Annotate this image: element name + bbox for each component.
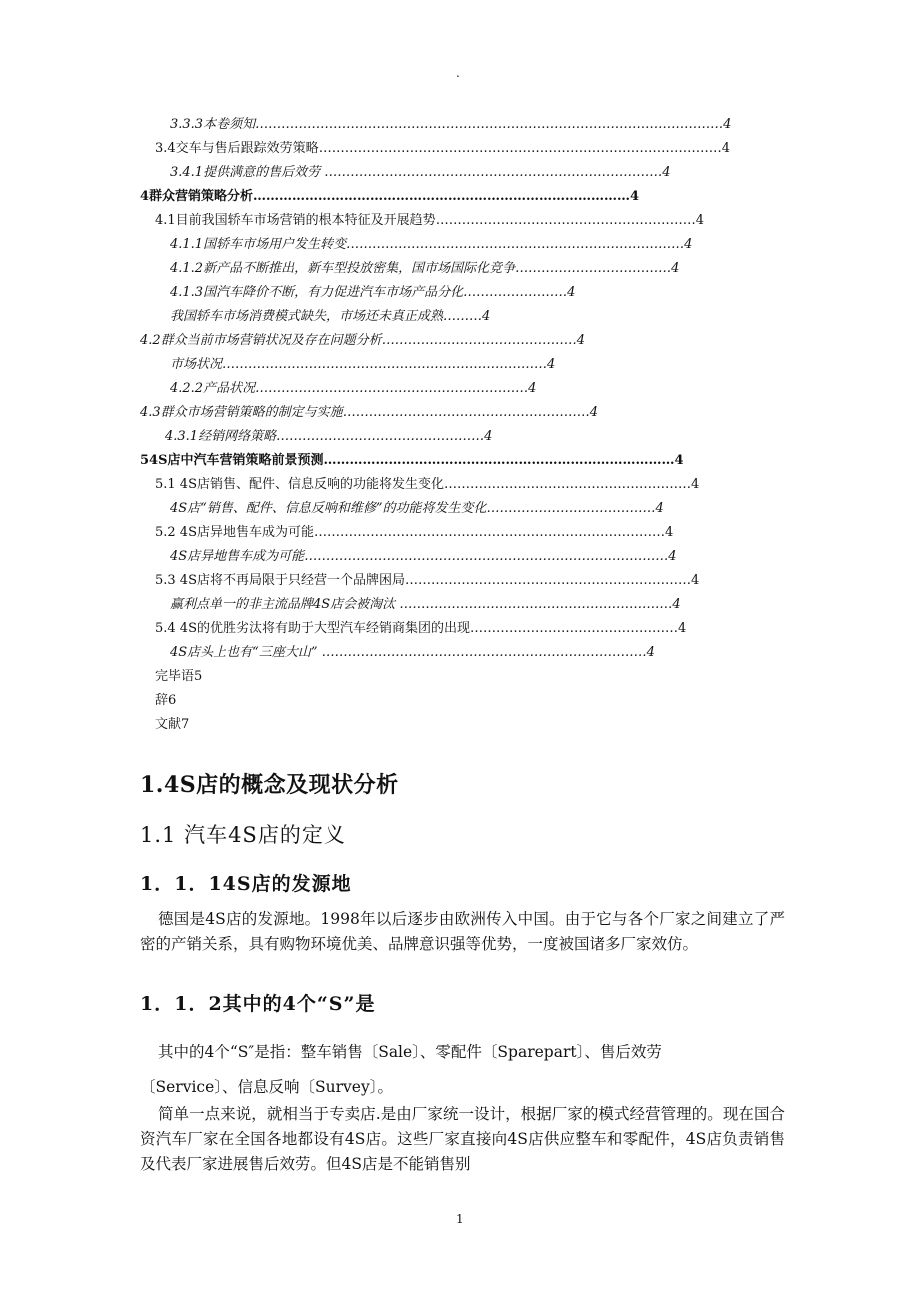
toc-entry[interactable]: 市场状况…………………………………………………………………4	[170, 357, 556, 372]
toc-entry[interactable]: 54S店中汽车营销策略前景预测………………………………………………………………………4	[140, 453, 684, 468]
toc-entry[interactable]: 4.1目前我国轿车市场营销的根本特征及开展趋势……………………………………………………4	[155, 213, 704, 228]
toc-entry[interactable]: 5.1 4S店销售、配件、信息反响的功能将发生变化…………………………………………………4	[155, 477, 700, 492]
toc-entry[interactable]: 3.4.1提供满意的售后效劳 ……………………………………………………………………4	[170, 165, 671, 180]
toc-entry[interactable]: 4群众营销策略分析……………………………………………………………………………4	[140, 189, 640, 204]
toc-entry[interactable]: 4S店异地售车成为可能…………………………………………………………………………4	[170, 549, 677, 564]
toc-entry[interactable]: 5.4 4S的优胜劣汰将有助于大型汽车经销商集团的出现…………………………………………4	[155, 621, 687, 636]
header-mark: .	[456, 66, 460, 80]
toc-entry[interactable]: 4.1.3国汽车降价不断，有力促进汽车市场产品分化……………………4	[170, 285, 576, 300]
chapter-heading: 1.4S店的概念及现状分析	[140, 772, 399, 798]
toc-entry[interactable]: 4.1.1国轿车市场用户发生转变……………………………………………………………………4	[170, 237, 693, 252]
toc-entry[interactable]: 4S店“销售、配件、信息反响和维修”的功能将发生变化…………………………………4	[170, 501, 664, 516]
toc-entry[interactable]: 5.3 4S店将不再局限于只经营一个品牌困局…………………………………………………………4	[155, 573, 700, 588]
toc-entry[interactable]: 4S店头上也有“三座大山” …………………………………………………………………4	[170, 645, 655, 660]
toc-entry[interactable]: 我国轿车市场消费模式缺失，市场还未真正成熟………4	[170, 309, 491, 324]
toc-entry[interactable]: 3.4交车与售后跟踪效劳策略…………………………………………………………………………………4	[155, 141, 730, 156]
page-number: 1	[456, 1212, 464, 1226]
toc-entry[interactable]: 4.3.1经销网络策略…………………………………………4	[165, 429, 493, 444]
paragraph-line: 其中的4个“S″是指：整车销售〔Sale〕、零配件〔Sparepart〕、售后效劳	[158, 1043, 662, 1061]
toc-entry-thanks[interactable]: 辞6	[155, 693, 177, 708]
toc-entry[interactable]: 3.3.3本卷须知………………………………………………………………………………………………4	[170, 117, 732, 132]
paragraph-line: 〔Service〕、信息反响〔Survey〕。	[140, 1078, 393, 1096]
toc-entry-references[interactable]: 文献7	[155, 717, 190, 732]
section-heading: 1.1 汽车4S店的定义	[140, 823, 346, 847]
toc-entry[interactable]: 5.2 4S店异地售车成为可能………………………………………………………………………4	[155, 525, 674, 540]
toc-entry[interactable]: 4.2.2产品状况………………………………………………………4	[170, 381, 537, 396]
paragraph: 德国是4S店的发源地。1998年以后逐步由欧洲传入中国。由于它与各个厂家之间建立了严密的产销关系，具有购物环境优美、品牌意识强等优势，一度被国诸多厂家效仿。	[140, 910, 785, 953]
subsection-heading: 1．1．14S店的发源地	[140, 873, 352, 895]
paragraph: 简单一点来说，就相当于专卖店.是由厂家统一设计，根据厂家的模式经营管理的。现在国合资汽车厂家在全国各地都设有4S店。这些厂家直接向4S店供应整车和零配件，4S店负责销售及代表厂家进展售后效劳。但4S店是不能销售别	[140, 1105, 785, 1173]
toc-entry[interactable]: 4.1.2新产品不断推出，新车型投放密集，国市场国际化竞争………………………………4	[170, 261, 680, 276]
toc-entry[interactable]: 4.2群众当前市场营销状况及存在问题分析………………………………………4	[140, 333, 585, 348]
subsection-heading: 1．1．2其中的4个“S”是	[140, 993, 376, 1015]
toc-entry[interactable]: 4.3群众市场营销策略的制定与实施…………………………………………………4	[140, 405, 598, 420]
toc-entry-conclusion[interactable]: 完毕语5	[155, 669, 203, 684]
toc-entry[interactable]: 赢利点单一的非主流品牌4S店会被淘汰 ………………………………………………………4	[170, 597, 681, 612]
